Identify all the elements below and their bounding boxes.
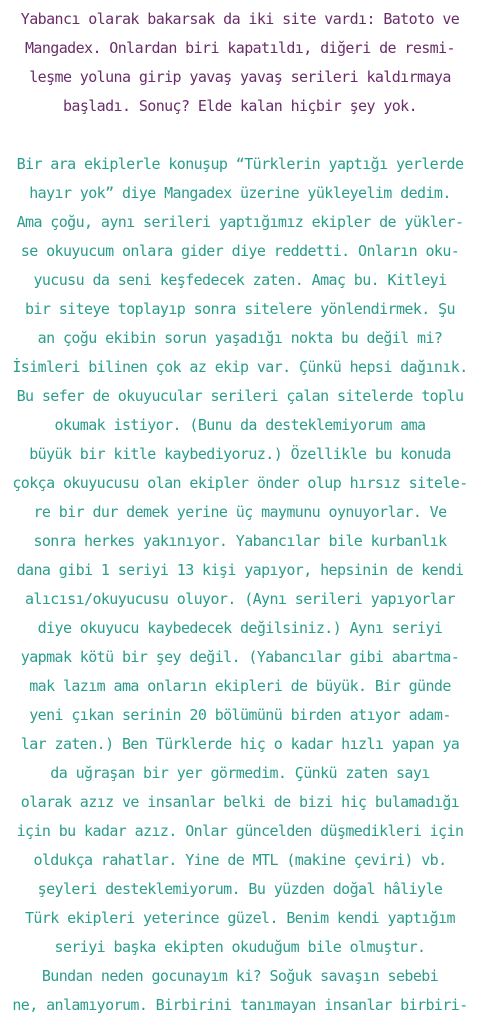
text-line: oldukça rahatlar. Yine de MTL (makine çeviri) vb.	[33, 851, 447, 869]
text-line: yucusu da seni keşfedecek zaten. Amaç bu. Kitleyi	[33, 271, 447, 289]
text-line: ne, anlamıyorum. Birbirini tanımayan insanlar birbiri-	[12, 996, 468, 1014]
text-line: okumak istiyor. (Bunu da desteklemiyorum ama	[54, 416, 426, 434]
paragraph-intro	[0, 0, 480, 121]
text-line: mak lazım ama onların ekipleri de büyük. Bir günde	[29, 677, 451, 695]
text-line: hayır yok” diye Mangadex üzerine yükleyelim dedim.	[29, 184, 451, 202]
text-line: sonra herkes yakınıyor. Yabancılar bile kurbanlık	[33, 532, 447, 550]
text-line: yeni çıkan serinin 20 bölümünü birden atıyor adam-	[29, 706, 451, 724]
text-line: yapmak kötü bir şey değil. (Yabancılar gibi abartma-	[20, 648, 460, 666]
text-line: leşme yoluna girip yavaş yavaş serileri kaldırmaya	[29, 68, 451, 86]
text-line: seriyi başka ekipten okuduğum bile olmuştur.	[54, 938, 426, 956]
text-line: çokça okuyucusu olan ekipler önder olup hırsız sitele-	[12, 474, 468, 492]
text-line: için bu kadar azız. Onlar güncelden düşmedikleri için	[16, 822, 464, 840]
text-line: Mangadex. Onlardan biri kapatıldı, diğeri de resmi-	[25, 39, 455, 57]
text-line: Yabancı olarak bakarsak da iki site vardı: Batoto ve	[20, 10, 460, 28]
paragraph-body	[0, 150, 480, 1020]
text-line: başladı. Sonuç? Elde kalan hiçbir şey yok.	[62, 97, 418, 115]
text-line: Bir ara ekiplerle konuşup “Türklerin yaptığı yerlerde	[16, 155, 464, 173]
text-line: lar zaten.) Ben Türklerde hiç o kadar hızlı yapan ya	[20, 735, 460, 753]
text-line: bir siteye toplayıp sonra sitelere yönlendirmek. Şu	[25, 300, 455, 318]
text-line: dana gibi 1 seriyi 13 kişi yapıyor, hepsinin de kendi	[16, 561, 464, 579]
text-line: alıcısı/okuyucusu oluyor. (Aynı serileri yapıyorlar	[25, 590, 455, 608]
text-line: se okuyucum onlara gider diye reddetti. Onların oku-	[20, 242, 460, 260]
text-line: olarak azız ve insanlar belki de bizi hiç bulamadığı	[20, 793, 460, 811]
text-line: Bundan neden gocunayım ki? Soğuk savaşın sebebi	[41, 967, 439, 985]
text-line: da uğraşan bir yer görmedim. Çünkü zaten sayı	[50, 764, 430, 782]
text-line: diye okuyucu kaybedecek değilsiniz.) Aynı seriyi	[37, 619, 443, 637]
text-line: Bu sefer de okuyucular serileri çalan sitelerde toplu	[16, 387, 464, 405]
text-line: büyük bir kitle kaybediyoruz.) Özellikle bu konuda	[29, 445, 451, 463]
text-line: şeyleri desteklemiyorum. Bu yüzden doğal hâliyle	[37, 880, 443, 898]
text-line: Ama çoğu, aynı serileri yaptığımız ekipler de yükler-	[16, 213, 464, 231]
text-line: Türk ekipleri yeterince güzel. Benim kendi yaptığım	[25, 909, 455, 927]
text-line: İsimleri bilinen çok az ekip var. Çünkü hepsi dağınık.	[12, 358, 468, 376]
text-line: an çoğu ekibin sorun yaşadığı nokta bu değil mi?	[37, 329, 443, 347]
text-line: re bir dur demek yerine üç maymunu oynuyorlar. Ve	[33, 503, 447, 521]
